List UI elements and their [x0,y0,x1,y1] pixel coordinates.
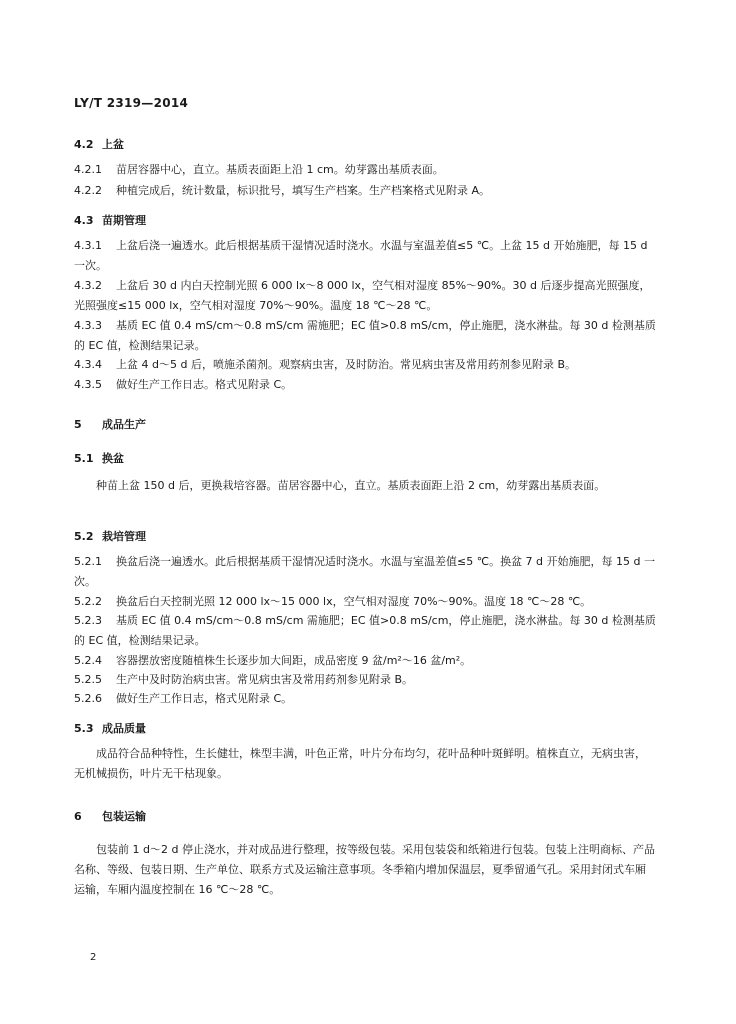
section-number: 5.2 [74,530,94,543]
chapter-6-heading [74,808,146,824]
section-5-1-heading [74,450,124,466]
section-number: 5.1 [74,452,94,465]
clause-text: 生产中及时防治病虫害。常见病虫害及常用药剂参见附录 B。 [116,673,414,686]
clause-4-3-2 [74,276,656,316]
clause-number: 4.3.3 [74,319,102,332]
clause-5-2-5 [74,670,656,690]
section-title: 成品生产 [102,418,146,431]
section-title: 换盆 [102,452,124,465]
clause-text: 容器摆放密度随植株生长逐步加大间距，成品密度 9 盆/m²～16 盆/m²。 [116,654,472,667]
clause-number: 5.2.4 [74,654,102,667]
clause-number: 5.2.5 [74,673,102,686]
clause-number: 4.3.1 [74,239,102,252]
clause-number: 4.3.4 [74,358,102,371]
clause-number: 4.2.1 [74,163,102,176]
clause-number: 4.2.2 [74,184,102,197]
clause-5-2-4 [74,651,656,671]
clause-text: 基质 EC 值 0.4 mS/cm～0.8 mS/cm 需施肥；EC 值>0.8 mS/cm，停止施肥，浇水淋盐。每 30 d 检测基质的 EC 值，检测结果记录。 [74,319,656,352]
section-title: 栽培管理 [102,530,146,543]
clause-4-2-1 [74,160,656,180]
clause-4-3-4 [74,355,656,375]
chapter-5-heading [74,416,146,432]
clause-5-2-2 [74,592,656,612]
section-number: 4.3 [74,214,94,227]
paragraph-5-3: 成品符合品种特性，生长健壮，株型丰满，叶色正常，叶片分布均匀，花叶品种叶斑鲜明。植株直立，无病虫害，无机械损伤，叶片无干枯现象。 [74,747,646,780]
clause-4-3-3 [74,316,656,356]
clause-text: 上盆 4 d～5 d 后，喷施杀菌剂。观察病虫害，及时防治。常见病虫害及常用药剂参见附录 B。 [116,358,576,371]
page-number: 2 [90,952,97,963]
section-number: 5.3 [74,722,94,735]
section-4-2-heading [74,136,124,152]
section-title: 成品质量 [102,722,146,735]
clause-number: 5.2.2 [74,595,102,608]
clause-number: 4.3.5 [74,378,102,391]
section-title: 上盆 [102,138,124,151]
clause-text: 种植完成后，统计数量，标识批号，填写生产档案。生产档案格式见附录 A。 [116,184,491,197]
clause-text: 换盆后浇一遍透水。此后根据基质干湿情况适时浇水。水温与室温差值≤5 ℃。换盆 7 d 开始施肥，每 15 d 一次。 [74,555,656,588]
clause-5-2-3 [74,611,656,651]
section-number: 4.2 [74,138,94,151]
section-4-3-heading [74,212,146,228]
clause-text: 上盆后浇一遍透水。此后根据基质干湿情况适时浇水。水温与室温差值≤5 ℃。上盆 15 d 开始施肥，每 15 d 一次。 [74,239,648,272]
clause-text: 做好生产工作日志。格式见附录 C。 [116,378,293,391]
paragraph-6: 包装前 1 d～2 d 停止浇水，并对成品进行整理，按等级包装。采用包装袋和纸箱进行包装。包装上注明商标、产品名称、等级、包装日期、生产单位、联系方式及运输注意事项。冬季箱内增加保温层，夏季留通气孔。采用封闭式车厢运输，车厢内温度控制在 16 ℃～28 ℃。 [74,843,655,896]
section-title: 苗期管理 [102,214,146,227]
clause-4-2-2 [74,181,656,201]
section-title: 包装运输 [102,810,146,823]
clause-5-2-6 [74,689,656,709]
clause-number: 5.2.6 [74,692,102,705]
clause-4-3-5 [74,375,656,395]
clause-number: 5.2.1 [74,555,102,568]
document-header: LY/T 2319—2014 [74,96,189,110]
section-5-2-heading [74,528,146,544]
clause-number: 5.2.3 [74,614,102,627]
section-number: 6 [74,810,82,823]
clause-text: 上盆后 30 d 内白天控制光照 6 000 lx～8 000 lx，空气相对湿度 85%～90%。30 d 后逐步提高光照强度，光照强度≤15 000 lx，空气相对湿度 70%～90%。温度 18 ℃～28 ℃。 [74,279,651,312]
section-number: 5 [74,418,82,431]
clause-text: 苗居容器中心，直立。基质表面距上沿 1 cm。幼芽露出基质表面。 [116,163,444,176]
clause-5-2-1 [74,552,656,592]
clause-number: 4.3.2 [74,279,102,292]
clause-text: 基质 EC 值 0.4 mS/cm～0.8 mS/cm 需施肥；EC 值>0.8 mS/cm，停止施肥，浇水淋盐。每 30 d 检测基质的 EC 值，检测结果记录。 [74,614,656,647]
clause-text: 做好生产工作日志，格式见附录 C。 [116,692,293,705]
paragraph-5-1: 种苗上盆 150 d 后，更换栽培容器。苗居容器中心，直立。基质表面距上沿 2 cm，幼芽露出基质表面。 [96,479,606,492]
clause-4-3-1 [74,236,656,276]
clause-text: 换盆后白天控制光照 12 000 lx～15 000 lx，空气相对湿度 70%～90%。温度 18 ℃～28 ℃。 [116,595,592,608]
section-5-3-heading [74,720,146,736]
